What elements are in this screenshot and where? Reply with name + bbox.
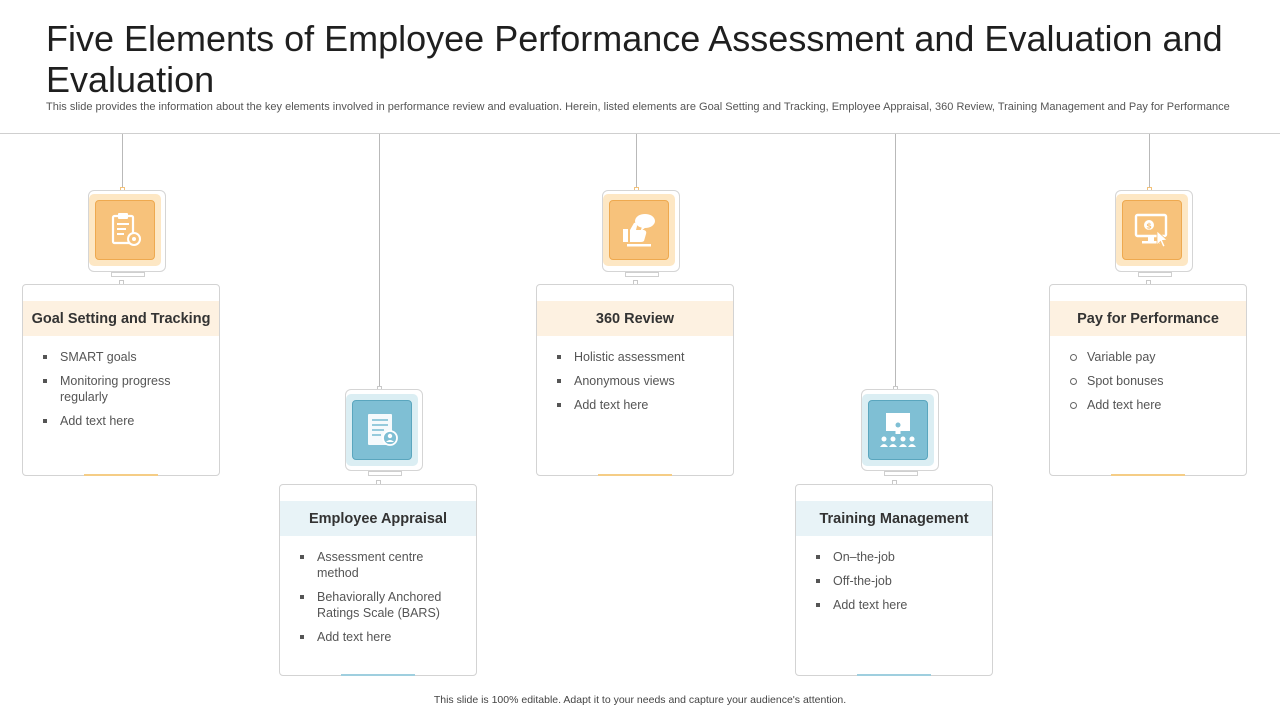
card-accent-bar [341,674,415,676]
header-divider [0,133,1280,134]
connector-line-pay [1149,134,1150,188]
card-heading: Goal Setting and Tracking [23,301,219,336]
list-item: Anonymous views [555,373,705,389]
list-item: Monitoring progress regularly [41,373,191,405]
list-item: SMART goals [41,349,191,365]
list-item: Holistic assessment [555,349,705,365]
list-item: Off-the-job [814,573,964,589]
list-item: Spot bonuses [1068,373,1218,389]
list-item: Add text here [814,597,964,613]
list-item: Add text here [41,413,191,429]
card-accent-bar [598,474,672,476]
connector-line-training [895,134,896,387]
monitor-payment-icon [1116,194,1188,266]
card-bullet-list [298,549,448,653]
connector-line-goal [122,134,123,188]
card-heading: Employee Appraisal [280,501,476,536]
slide-subtitle: This slide provides the information about the key elements involved in performance review and evaluation. Herein, listed elements are Goal Setting and Tracking, Employee Appraisal, 360 Review, Training Management and Pay for Performance [46,101,1230,113]
element-card-appraisal [279,484,477,676]
card-heading: Pay for Performance [1050,301,1246,336]
element-card-goal [22,284,220,476]
element-card-pay [1049,284,1247,476]
card-heading: Training Management [796,501,992,536]
list-item: On–the-job [814,549,964,565]
card-accent-bar [1111,474,1185,476]
svg-text:$: $ [1146,221,1152,231]
card-accent-bar [857,674,931,676]
connector-line-appraisal [379,134,380,387]
slide-footer: This slide is 100% editable. Adapt it to your needs and capture your audience's attention. [433,694,847,706]
list-item: Add text here [298,629,448,645]
card-bullet-list [555,349,705,421]
appraisal-document-icon [346,394,418,466]
list-item: Assessment centre method [298,549,448,581]
connector-line-review [636,134,637,188]
element-card-training [795,484,993,676]
card-bullet-list [1068,349,1218,421]
card-bullet-list [41,349,191,437]
card-accent-bar [84,474,158,476]
list-item: Add text here [1068,397,1218,413]
slide-title: Five Elements of Employee Performance Assessment and Evaluation and Evaluation [46,18,1223,100]
training-presentation-icon [862,394,934,466]
card-heading: 360 Review [537,301,733,336]
feedback-thumbs-up-icon [603,194,675,266]
element-card-review [536,284,734,476]
list-item: Variable pay [1068,349,1218,365]
clipboard-target-icon [89,194,161,266]
list-item: Behaviorally Anchored Ratings Scale (BARS) [298,589,448,621]
list-item: Add text here [555,397,705,413]
card-bullet-list [814,549,964,621]
